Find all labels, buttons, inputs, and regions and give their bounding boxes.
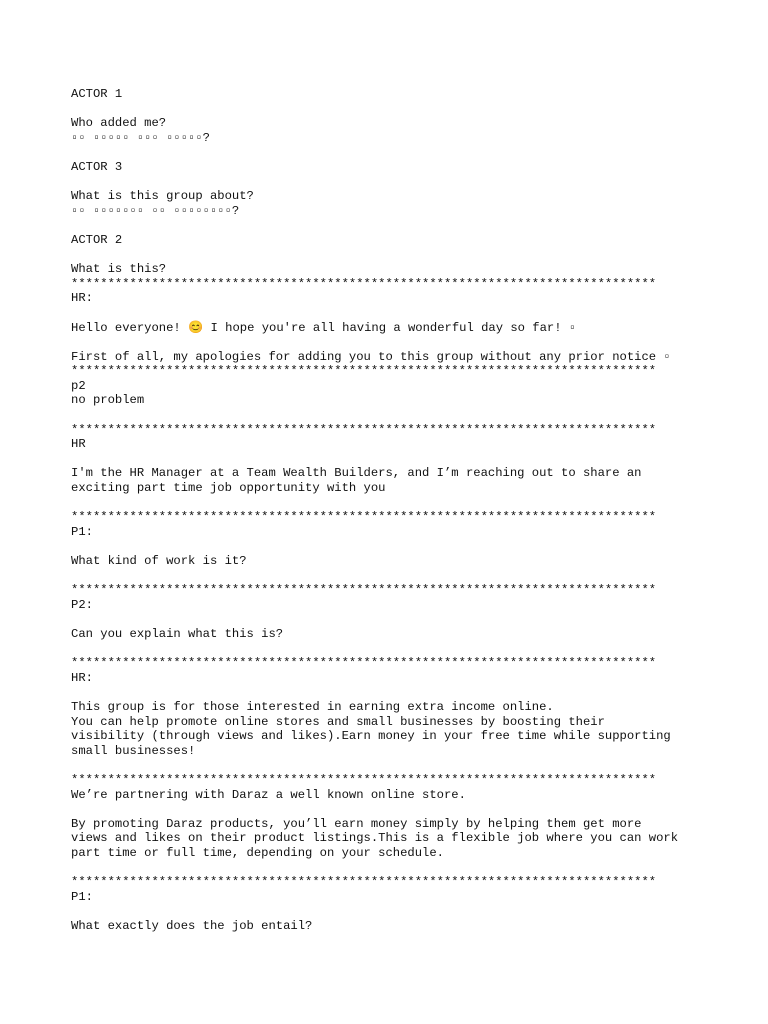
separator-line: ******************************************************************************** (71, 656, 657, 671)
message-text: What is this? (71, 262, 167, 277)
blank-line (71, 248, 731, 263)
message-text: small businesses! (71, 743, 196, 758)
blank-line (71, 496, 731, 511)
separator-line: ******************************************************************************** (71, 875, 657, 890)
message-text: Can you explain what this is? (71, 626, 284, 641)
message-text: views and likes on their product listings.This is a flexible job where you can work (71, 831, 679, 846)
blank-line (71, 145, 731, 160)
blank-line (71, 685, 731, 700)
speaker-label-hr: HR: (71, 291, 93, 306)
speaker-label-actor-3: ACTOR 3 (71, 159, 123, 174)
separator-line: ******************************************************************************** (71, 364, 657, 379)
speaker-label-actor-1: ACTOR 1 (71, 87, 123, 101)
speaker-label-p1: P1: (71, 524, 93, 539)
separator-line: ******************************************************************************** (71, 772, 657, 787)
speaker-label-p2: p2 (71, 378, 86, 393)
blank-line (71, 335, 731, 350)
message-text: This group is for those interested in earning extra income online. (71, 699, 554, 714)
message-text-translation: ▫▫ ▫▫▫▫▫▫▫ ▫▫ ▫▫▫▫▫▫▫▫? (71, 203, 240, 218)
blank-line (71, 860, 731, 875)
separator-line: ******************************************************************************** (71, 510, 657, 525)
speaker-label-p1: P1: (71, 889, 93, 904)
message-text-translation: ▫▫ ▫▫▫▫▫ ▫▫▫ ▫▫▫▫▫? (71, 130, 210, 145)
message-text: exciting part time job opportunity with you (71, 481, 386, 496)
blank-line (71, 642, 731, 657)
blank-line (71, 218, 731, 233)
speaker-label-p2: P2: (71, 597, 93, 612)
separator-line: ******************************************************************************** (71, 583, 657, 598)
message-text: Hello everyone! 😊 I hope you're all having a wonderful day so far! ▫ (71, 320, 577, 335)
blank-line (71, 569, 731, 584)
blank-line (71, 306, 731, 321)
blank-line (71, 802, 731, 817)
blank-line (71, 408, 731, 423)
message-text: visibility (through views and likes).Earn money in your free time while supporting (71, 729, 671, 744)
message-text: no problem (71, 393, 145, 408)
separator-line: ******************************************************************************** (71, 276, 657, 291)
message-text: What is this group about? (71, 189, 254, 204)
message-text: Who added me? (71, 116, 167, 131)
speaker-label-hr: HR: (71, 670, 93, 685)
message-text: I'm the HR Manager at a Team Wealth Builders, and I’m reaching out to share an (71, 466, 642, 481)
blank-line (71, 612, 731, 627)
blank-line (71, 539, 731, 554)
separator-line: ******************************************************************************** (71, 422, 657, 437)
message-text: By promoting Daraz products, you’ll earn money simply by helping them get more (71, 816, 642, 831)
message-text: We’re partnering with Daraz a well known online store. (71, 787, 466, 802)
message-text: What kind of work is it? (71, 554, 247, 568)
message-text: You can help promote online stores and small businesses by boosting their (71, 714, 605, 729)
message-text: What exactly does the job entail? (71, 918, 313, 933)
message-text: part time or full time, depending on your schedule. (71, 845, 444, 860)
speaker-label-hr: HR (71, 437, 86, 452)
blank-line (71, 904, 731, 919)
blank-line (71, 102, 731, 117)
document-page (71, 87, 731, 933)
blank-line (71, 452, 731, 467)
blank-line (71, 175, 731, 190)
blank-line (71, 758, 731, 773)
message-text: First of all, my apologies for adding you to this group without any prior notice ▫ (71, 349, 671, 364)
speaker-label-actor-2: ACTOR 2 (71, 232, 123, 247)
